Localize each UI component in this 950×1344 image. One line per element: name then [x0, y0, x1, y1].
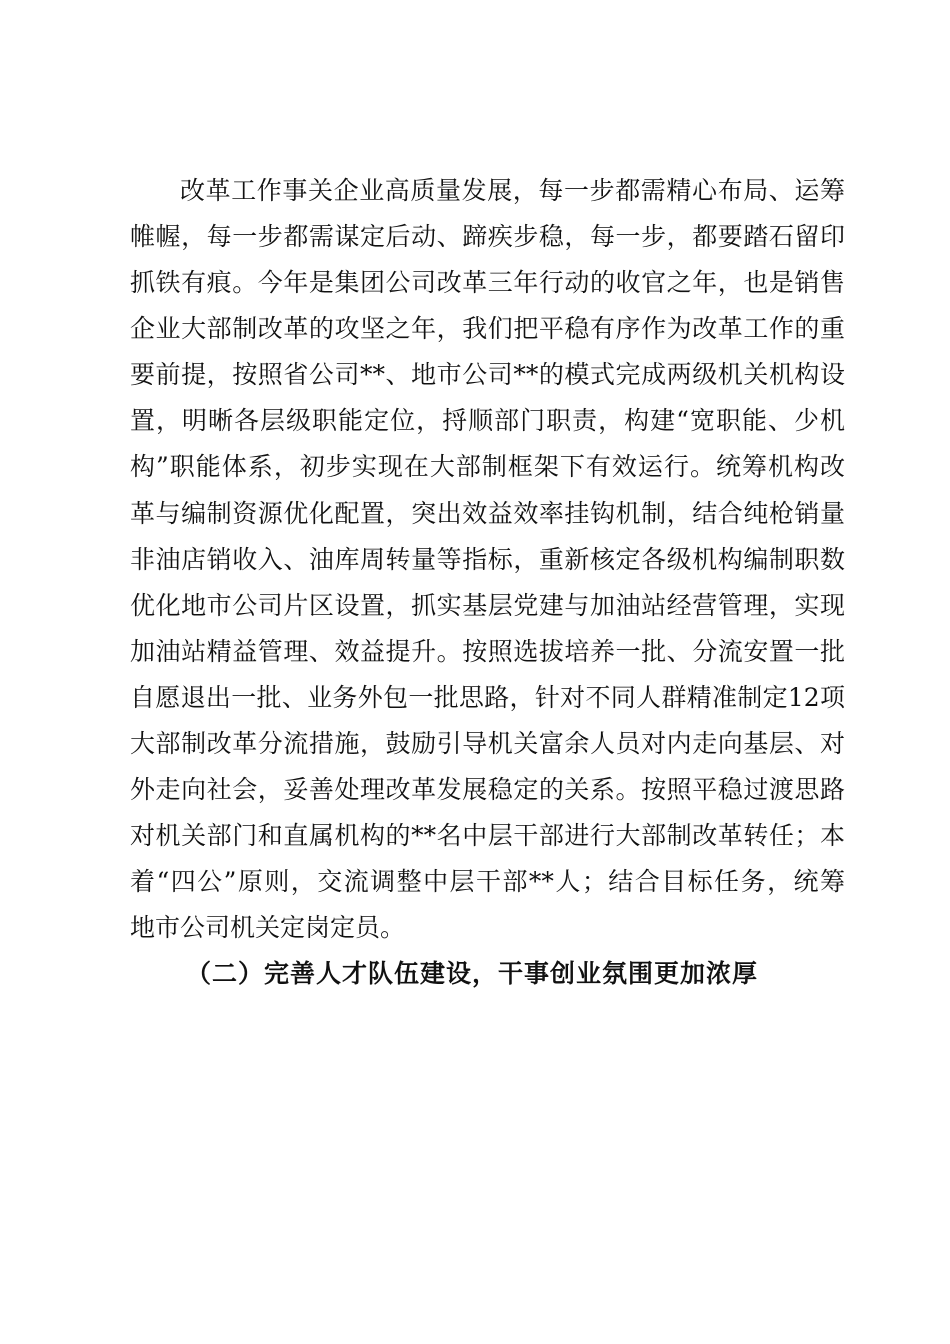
paragraph-line: 抓铁有痕。今年是集团公司改革三年行动的收官之年，也是销售: [130, 268, 845, 297]
paragraph-line: 革与编制资源优化配置，突出效益效率挂钩机制，结合纯枪销量: [130, 499, 845, 528]
paragraph-line: 着“四公”原则，交流调整中层干部**人；结合目标任务，统筹: [130, 867, 845, 896]
section-heading: （二）完善人才队伍建设，干事创业氛围更加浓厚: [186, 959, 759, 988]
paragraph-line: 加油站精益管理、效益提升。按照选拔培养一批、分流安置一批: [130, 637, 845, 666]
paragraph-line: 大部制改革分流措施，鼓励引导机关富余人员对内走向基层、对: [130, 729, 845, 758]
paragraph-line: 对机关部门和直属机构的**名中层干部进行大部制改革转任；本: [130, 821, 845, 850]
paragraph-line: 非油店销收入、油库周转量等指标，重新核定各级机构编制职数: [130, 545, 845, 574]
paragraph-line: 要前提，按照省公司**、地市公司**的模式完成两级机关机构设: [130, 360, 845, 389]
paragraph-line: 企业大部制改革的攻坚之年，我们把平稳有序作为改革工作的重: [130, 314, 845, 343]
paragraph-line: 置，明晰各层级职能定位，捋顺部门职责，构建“宽职能、少机: [130, 406, 845, 435]
paragraph-line: 优化地市公司片区设置，抓实基层党建与加油站经营管理，实现: [130, 591, 845, 620]
paragraph-line: 帷幄，每一步都需谋定后动、蹄疾步稳，每一步，都要踏石留印: [130, 222, 845, 251]
paragraph-line: 改革工作事关企业高质量发展，每一步都需精心布局、运筹: [180, 176, 845, 205]
paragraph-line: 外走向社会，妥善处理改革发展稳定的关系。按照平稳过渡思路: [130, 775, 845, 804]
paragraph-line: 自愿退出一批、业务外包一批思路，针对不同人群精准制定12项: [130, 683, 845, 712]
paragraph-line: 构”职能体系，初步实现在大部制框架下有效运行。统筹机构改: [130, 452, 845, 481]
paragraph-line: 地市公司机关定岗定员。: [130, 913, 406, 942]
